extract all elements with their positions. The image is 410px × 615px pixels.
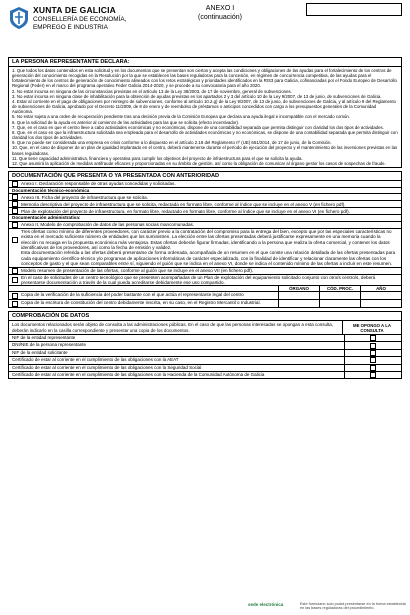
checkbox[interactable] <box>12 277 18 283</box>
checkbox[interactable] <box>12 208 18 214</box>
verification-row: Certificado de estar al corriente en el cumplimiento de las obligaciones con la AEAT <box>9 357 401 364</box>
oppose-checkbox[interactable] <box>370 365 376 371</box>
ano-input[interactable] <box>360 300 401 307</box>
doc-row-continued: Esta documentación referida a las ofertas deberá presentarse de forma ordenada, acompañada de un resumen en el que conste una relación detallada de las ofertas presentadas para cada equipamiento científico-técnico y/o programas de aplicaciones informáticas de carácter especializado, con la finalidad de identificar y relacionar claramente las ofertas con los conceptos de gasto y el que sean comparables entre sí, siguiendo el guión que se indica en el anexo VI, donde se indica el contenido mínimo de las ofertas a incluir en este resumen. <box>9 250 401 267</box>
declaration-item: 1. Que todos los datos contenidos en esta solicitud y en los documentos que se presentan son ciertos y acepta las condiciones y obligaciones de las ayudas para el fortalecimiento de los centros de generación del conocimiento recogidas en la Resolución por la que se establecen las bases reguladoras para la concesión, en régimen de concurrencia competitiva, de las ayudas para el fortalecimiento de los centros de generación de conocimiento alineados con los retos estratégicos y prioridades identificados en la RIS3 para Galicia, cofinanciadas por el Fondo Europeo de Desarrollo Regional (Feder) en el marco del programa operativo Feder Galicia 2014-2020, y se procede a su convocatoria para el año 2020. <box>12 68 397 89</box>
annex-heading <box>198 5 242 22</box>
cod-proc-input[interactable] <box>319 292 360 299</box>
oppose-checkbox[interactable] <box>370 350 376 356</box>
department-line-2: EMPREGO E INDUSTRIA <box>33 24 108 31</box>
col-ano: AÑO <box>360 286 401 291</box>
checkbox[interactable] <box>12 268 18 274</box>
declaration-item: 7. Que, en el caso en que el centro lleve a cabo actividades económicas y no económicas, dispone de una contabilidad separada que permita distinguir con claridad los dos tipos de actividades. <box>12 124 384 130</box>
tech-title: Documentación técnico-económica <box>9 188 401 194</box>
col-organo: ÓRGANO <box>278 286 319 291</box>
declaration-item: 9. Que no puede ser considerada una empresa en crisis conforme a lo dispuesto en el artículo 2.18 del Reglamento nº (UE) 651/2014, de 17 de junio, de la Comisión. <box>12 140 332 146</box>
doc-row[interactable]: Plan de explotación del proyecto de infraestructura, en formato libre, redactado en formato libre, conforme al índice que se incluye en el anexo VI (en fichero pdf). <box>9 208 401 215</box>
sede-electronica-logo: sede electrónica <box>248 602 284 607</box>
checkbox[interactable] <box>12 194 18 200</box>
declaration-section <box>8 57 402 168</box>
header <box>8 3 402 59</box>
documentation-section <box>8 171 402 308</box>
oppose-checkbox[interactable] <box>370 357 376 363</box>
admin-title: Documentación administrativa: <box>9 215 401 221</box>
declaration-item: 4. Estar al corriente en el pago de obligaciones por reintegro de subvenciones, conforme al artículo 10.2.g) de la Ley 9/2007, de 13 de junio, de subvenciones de Galicia, y al artículo 9 del Reglamento de subvenciones de Galicia, aprobado por el Decreto 11/2009, de 8 de enero y de reembolso de préstamos o anticipos concedidos con cargo a los presupuestos generales de la Comunidad Autónoma. <box>12 98 396 115</box>
declaration-item: 5. No estar sujeta a una orden de recuperación pendiente tras una decisión previa de la Comisión Europea que declara una ayuda ilegal e incompatible con el mercado común. <box>12 114 351 120</box>
verification-intro: Los documentos relacionados serán objeto de consulta a las administraciones públicas. En el caso de que las personas interesadas se opongan a esta consulta, deberán indicarlo en la casilla correspondiente y presentar una copia de los documentos. <box>12 322 333 333</box>
verification-row: Certificado de estar al corriente en el cumplimiento de las obligaciones con la Hacienda de la Comunidad Autónoma de Galicia <box>9 372 401 378</box>
declaration-item: 8. Que, en el caso en que la infraestructura solicitada sea empleada para el desarrollo de actividades económicas y no económicas, se dispone de una contabilidad separada que permita distinguir con claridad los dos tipos de actividades. <box>12 129 398 141</box>
verification-head <box>9 321 401 335</box>
registry-box <box>306 3 402 16</box>
xunta-logo-icon <box>8 6 30 30</box>
checkbox[interactable] <box>12 201 18 207</box>
verification-row: Certificado de estar al corriente en el cumplimiento de las obligaciones con la Seguridad Social <box>9 365 401 372</box>
checkbox[interactable] <box>12 237 18 243</box>
doc-row[interactable]: Anexo II. Modelo de comprobación de datos de las personas socias mancomunadas. <box>9 222 401 229</box>
verification-row: DNI/NIE de la persona representante <box>9 342 401 349</box>
doc-row[interactable]: En el caso de solicitudes de un centro tecnológico que se presenten acompañadas de un Plan de explotación del equipamiento solicitado conjunto con otro/s centro/s, deberá presentarse documentación a través de la cual pueda acreditarse debidamente ese uso compartido. <box>9 275 401 287</box>
declaration-item: 6. Que la solicitud de la ayuda es anterior al comienzo de las actividades para las que se solicita (efecto incentivador). <box>12 119 240 125</box>
doc-row[interactable]: Memoria descriptiva del proyecto de infraestructura que se solicita, redactada en formato libre, conforme al índice que se incluye en el anexo V (en fichero pdf). <box>9 201 401 208</box>
oppose-column-header: ME OPONGO A LA CONSULTA <box>342 321 401 334</box>
checkbox[interactable] <box>12 301 18 307</box>
col-cod-proc: CÓD. PROC. <box>319 286 360 291</box>
brand-block <box>33 5 126 31</box>
cod-proc-input[interactable] <box>319 300 360 307</box>
declaration-item: 3. No estar incursa en ninguna clase de inhabilitación para la obtención de ayudas previstas en los apartados 2 y 3 del artículo 10 de la Ley 9/2007, de 13 de junio, de subvenciones de Galicia. <box>12 93 382 99</box>
oppose-checkbox[interactable] <box>370 343 376 349</box>
footer <box>8 602 406 612</box>
verification-row: NIF de la entidad representante <box>9 335 401 342</box>
verification-row: NIF de la entidad solicitante <box>9 350 401 357</box>
declaration-title: LA PERSONA REPRESENTANTE DECLARA: <box>9 58 401 67</box>
doc-row[interactable]: Anexo III. Ficha del proyecto de infraestructura que se solicita. <box>9 194 401 201</box>
declaration-item: 2. No estar incursa en ninguna de las circunstancias previstas en el artículo 13 de la Ley 38/2003, de 17 de noviembre, general de subvenciones. <box>12 88 292 94</box>
annex-subtitle: (continuación) <box>198 13 242 21</box>
checkbox[interactable] <box>12 222 18 228</box>
checkbox[interactable] <box>12 181 18 187</box>
organo-input[interactable] <box>278 300 319 307</box>
footer-note: Este formulario solo podrá presentarse en la forma establecida en las bases reguladoras del procedimiento. <box>300 602 406 611</box>
oppose-checkbox[interactable] <box>370 372 376 378</box>
declaration-item: 12. Que asumirá la aplicación de medidas antifraude eficaces y proporcionadas en su ámbito de gestión, así como la obligación de comunicar al órgano gestor los casos de sospechas de fraude. <box>12 160 386 166</box>
declaration-item: 10. Que, en el caso de disponer de un plan de igualdad implantado en el centro, deberá mantenerse durante el período de ejecución del proyecto y el mantenimiento de las inversiones previstas en las bases reguladoras. <box>12 145 398 156</box>
ano-input[interactable] <box>360 292 401 299</box>
annex-title: ANEXO I <box>205 5 235 12</box>
copy-row[interactable]: Copia de la escritura de constitución del centro debidamente inscrita, en su caso, en el Registro Mercantil o Industrial. <box>9 300 401 307</box>
checkbox[interactable] <box>12 293 18 299</box>
brand-name: XUNTA DE GALICIA <box>33 5 117 15</box>
organo-input[interactable] <box>278 292 319 299</box>
doc-row[interactable]: Tres ofertas como mínimo de diferentes proveedores, con carácter previo a la contratación del compromiso para la entrega del bien, excepto que por las especiales características no exista en el mercado suficiente número de entidades que los suministren. La elección entre las ofertas presentadas deberá justificarse expresamente en una memoria cuando la elección no recaiga en la propuesta económica más ventajosa. Estas ofertas deberán figurar firmadas, identificando a la persona que realiza la oferta comercial, y contener los datos identificativos de los proveedores, así como la fecha de emisión y validez. <box>9 229 401 251</box>
documentation-title: DOCUMENTACIÓN QUE PRESENTA O YA PRESENTADA CON ANTERIORIDAD <box>9 172 401 181</box>
copy-row[interactable]: Copia de la verificación de la suficiencia del poder bastante con el que actúa el representante legal del centro <box>9 292 401 300</box>
oppose-checkbox[interactable] <box>370 335 376 341</box>
department-line-1: CONSELLERÍA DE ECONOMÍA, <box>33 16 127 23</box>
doc-row[interactable]: Anexo I. Declaración responsable de otras ayudas concedidas y solicitadas. <box>9 181 401 188</box>
verification-title: COMPROBACIÓN DE DATOS <box>9 312 401 321</box>
verification-section <box>8 311 402 379</box>
declaration-item: 11. Que tiene capacidad administrativa, financiera y operativa para cumplir los objetivos del proyecto de infraestructura para el que se solicita la ayuda. <box>12 155 303 161</box>
declaration-list <box>9 67 401 167</box>
doc-row[interactable]: Modelo resumen de presentación de las ofertas, conforme al guión que se incluye en el anexo VII (en fichero pdf). <box>9 268 401 275</box>
